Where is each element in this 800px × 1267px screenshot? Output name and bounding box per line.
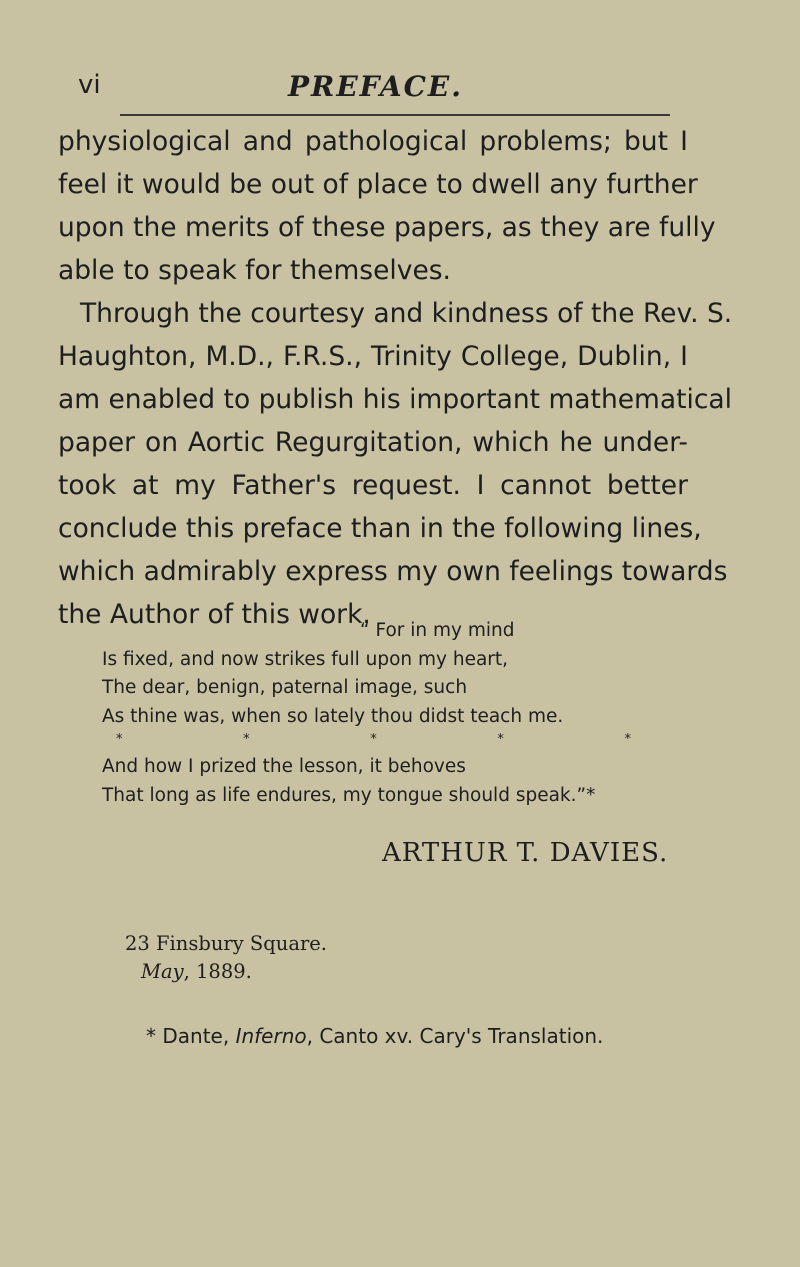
verse-quotation [102,617,682,810]
date-line [125,958,327,986]
running-title: PREFACE. [288,70,464,103]
address-block [125,930,327,986]
body-line: upon the merits of these papers, as they are fully [58,212,716,243]
date-year: , 1889. [183,960,252,983]
verse-line: Is fixed, and now strikes full upon my heart, [102,648,509,670]
author-signature: ARTHUR T. DAVIES. [382,838,669,868]
footnote-work-title: Inferno [235,1024,307,1048]
body-line: the Author of this work. [58,599,371,630]
body-line: Haughton, M.D., F.R.S., Trinity College, Dublin, I [58,341,688,372]
page-header [78,70,688,110]
body-line: am enabled to publish his important mathematical [58,384,733,415]
body-line: able to speak for themselves. [58,255,451,286]
verse-line: And how I prized the lesson, it behoves [102,756,466,777]
verse-line: The dear, benign, paternal image, such [102,677,468,698]
body-line: physiological and pathological problems; but I [58,126,688,157]
footnote [146,1024,603,1048]
footnote-marker: * Dante, [146,1024,236,1048]
verse-line: As thine was, when so lately thou didst teach me. [102,705,564,727]
star-mark: * [243,732,250,747]
header-rule [120,114,670,116]
verse-line: That long as life endures, my tongue should speak.”* [102,784,596,806]
body-line: Through the courtesy and kindness of the Rev. S. [80,298,733,329]
body-line: took at my Father's request. I cannot better [58,470,688,501]
footnote-rest: , Canto xv. Cary's Translation. [306,1024,604,1048]
star-mark: * [116,732,123,747]
page-number: vi [78,70,101,100]
star-mark: * [370,732,377,747]
body-line: feel it would be out of place to dwell any further [58,169,698,200]
date-month: May [141,960,184,983]
verse-line: “ For in my mind [360,620,515,641]
star-mark: * [497,732,504,747]
body-line: conclude this preface than in the following lines, [58,513,702,544]
street-address: 23 Finsbury Square. [125,932,328,955]
ellipsis-stars [102,731,631,753]
star-mark: * [624,732,631,747]
body-line: which admirably express my own feelings towards [58,556,728,587]
body-line: paper on Aortic Regurgitation, which he under- [58,427,688,458]
preface-body [58,120,733,636]
